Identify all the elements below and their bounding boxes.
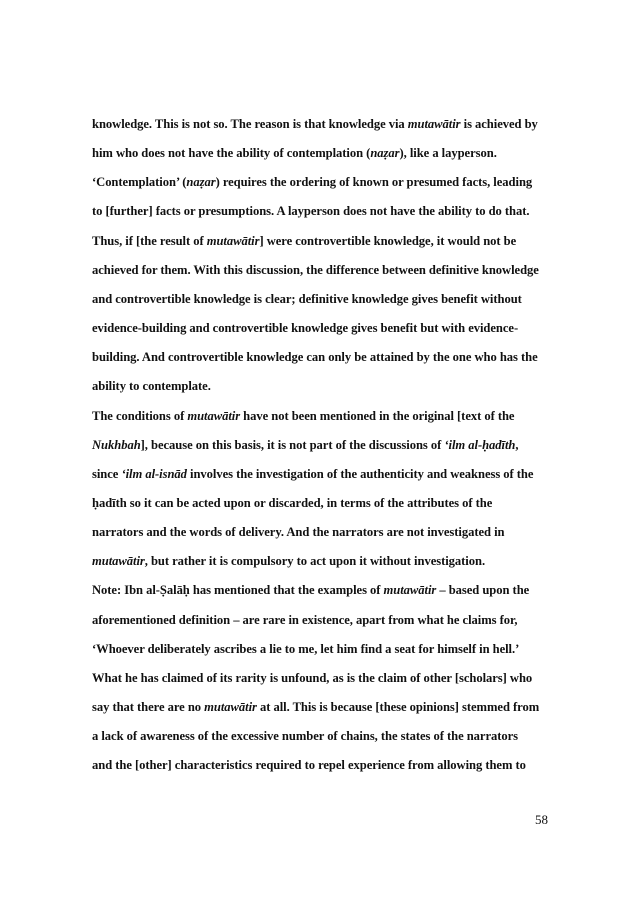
text-line xyxy=(92,145,562,161)
text-line xyxy=(92,203,562,219)
text-run: to [further] facts or presumptions. A layperson does not have the ability to do that. xyxy=(92,204,530,219)
text-run: is achieved by xyxy=(460,117,538,131)
text-run: , xyxy=(515,437,519,452)
page-number: 58 xyxy=(535,812,548,827)
text-run: have not been mentioned in the original [text of the xyxy=(240,408,515,423)
text-line xyxy=(92,524,562,540)
italic-term: naẓar xyxy=(186,175,216,190)
text-line xyxy=(92,641,562,657)
text-run: – based upon the xyxy=(436,583,530,598)
text-run: since xyxy=(92,466,122,481)
text-run: narrators and the words of delivery. And the narrators are not investigated in xyxy=(92,525,505,540)
text-line xyxy=(92,174,562,190)
text-run: and the [other] characteristics required to repel experience from allowing them to xyxy=(92,758,526,773)
text-run: at all. This is because [these opinions] stemmed from xyxy=(256,700,540,714)
text-run: ], because on this basis, it is not part of the discussions of xyxy=(140,437,445,452)
text-line xyxy=(92,728,562,744)
italic-term: naẓar xyxy=(370,146,400,161)
text-run: ) requires the ordering of known or presumed facts, leading xyxy=(215,175,533,190)
text-line xyxy=(92,699,562,715)
text-line xyxy=(92,408,562,424)
italic-term: mutawātir xyxy=(383,583,437,598)
text-run: ), like a layperson. xyxy=(399,146,497,161)
text-line xyxy=(92,582,562,598)
text-line xyxy=(92,116,562,132)
text-run: Thus, if [the result of xyxy=(92,233,207,248)
text-run: a lack of awareness of the excessive number of chains, the states of the narrators xyxy=(92,729,519,744)
text-run: ḥadīth so it can be acted upon or discarded, in terms of the attributes of the xyxy=(92,495,493,510)
text-line xyxy=(92,233,562,249)
italic-term: mutawātir xyxy=(204,700,257,714)
text-run: ] were controvertible knowledge, it would not be xyxy=(259,233,517,248)
text-line xyxy=(92,291,562,307)
text-run: say that there are no xyxy=(92,700,205,714)
italic-term: ‘ilm al-ḥadīth xyxy=(444,437,516,452)
text-line xyxy=(92,553,562,569)
text-run: and controvertible knowledge is clear; definitive knowledge gives benefit without xyxy=(92,291,522,306)
text-line xyxy=(92,437,562,453)
text-line xyxy=(92,757,562,773)
italic-term: Nukhbah xyxy=(92,437,141,452)
italic-term: mutawātir xyxy=(92,554,145,569)
text-run: evidence-building and controvertible knowledge gives benefit but with evidence- xyxy=(92,321,519,336)
text-line xyxy=(92,349,562,365)
text-run: ability to contemplate. xyxy=(92,379,211,394)
text-line xyxy=(92,612,562,628)
italic-term: mutawātir xyxy=(206,233,260,248)
text-run: What he has claimed of its rarity is unfound, as is the claim of other [scholars] who xyxy=(92,670,533,685)
italic-term: ‘ilm al-isnād xyxy=(121,466,187,481)
text-run: The conditions of xyxy=(92,408,188,423)
text-line xyxy=(92,670,562,686)
text-run: ‘Whoever deliberately ascribes a lie to me, let him find a seat for himself in hell.’ xyxy=(92,641,520,656)
text-run: him who does not have the ability of contemplation ( xyxy=(92,146,371,161)
text-run: involves the investigation of the authenticity and weakness of the xyxy=(186,466,534,481)
text-run: building. And controvertible knowledge can only be attained by the one who has the xyxy=(92,350,538,365)
italic-term: mutawātir xyxy=(187,408,241,423)
text-run: ‘Contemplation’ ( xyxy=(92,175,187,190)
text-line xyxy=(92,320,562,336)
text-run: aforementioned definition – are rare in existence, apart from what he claims for, xyxy=(92,612,518,627)
text-run: , but rather it is compulsory to act upon it without investigation. xyxy=(144,554,486,569)
text-run: Note: Ibn al-Ṣalāḥ has mentioned that the examples of xyxy=(92,583,384,598)
text-line xyxy=(92,495,562,511)
text-line xyxy=(92,466,562,482)
text-line xyxy=(92,378,562,394)
text-run: knowledge. This is not so. The reason is that knowledge via xyxy=(92,117,408,131)
text-run: achieved for them. With this discussion, the difference between definitive knowledge xyxy=(92,262,539,277)
italic-term: mutawātir xyxy=(407,117,461,131)
text-line xyxy=(92,262,562,278)
